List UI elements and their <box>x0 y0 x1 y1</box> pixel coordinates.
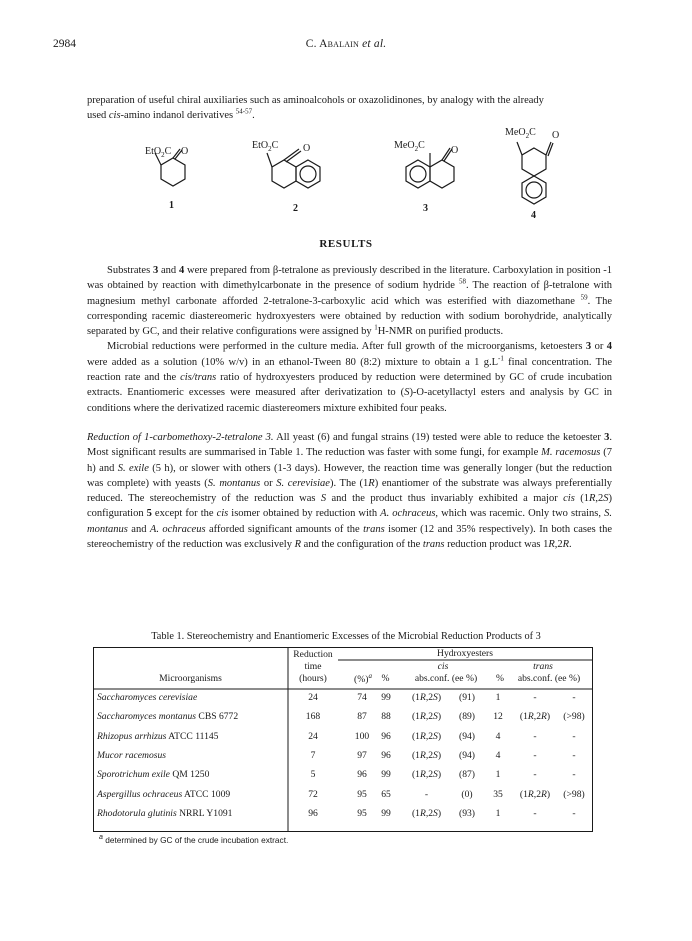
table-footnote: $^a$ determined by GC of the crude incubation extract. <box>99 834 289 845</box>
table-cell-cis-ee: (87) <box>459 769 475 781</box>
table-cell-cis-pct: 99 <box>381 769 391 781</box>
intro-line-2: used cis-amino indanol derivatives $^{54-57}$. <box>87 107 255 122</box>
table-cell-trans-pct: 4 <box>495 749 501 761</box>
table-cell-trans-conf: - <box>533 692 537 703</box>
table-cell-trans-pct: 12 <box>493 711 503 723</box>
table-cell-cis-ee: (89) <box>459 711 475 723</box>
table-cell-cis-ee: (0) <box>461 788 473 800</box>
header-trans-conf: abs.conf. (ee %) <box>517 673 581 684</box>
structure-2-label: 2 <box>293 203 298 214</box>
table-cell-total: 100 <box>354 730 370 742</box>
header-hydroxyesters: Hydroxyesters <box>437 648 493 659</box>
structure-3-label: 3 <box>423 203 428 214</box>
chemical-structures <box>87 118 612 233</box>
table-cell-cis-pct: 96 <box>381 749 391 761</box>
table-cell-total: 74 <box>357 692 367 703</box>
table-row-organism: Rhodotorula glutinis NRRL Y1091 <box>97 807 233 819</box>
structure-4-ring-a <box>522 148 546 176</box>
table-cell-cis-conf: (1R,2S) <box>411 730 442 742</box>
table-cell-cis-ee: (93) <box>459 807 475 819</box>
table-cell-trans-ee: - <box>572 692 576 703</box>
structure-4-label: 4 <box>531 210 536 221</box>
table-cell-total: 87 <box>357 711 367 723</box>
table-cell-cis-ee: (94) <box>459 749 475 761</box>
header-trans: trans <box>533 661 553 672</box>
table-cell-cis-conf: (1R,2S) <box>411 692 442 703</box>
table-cell-trans-conf: (1R,2R) <box>519 788 551 800</box>
running-title: C. Abalain et al. <box>305 38 387 50</box>
structure-1-ring <box>161 158 185 186</box>
table-cell-trans-conf: - <box>533 749 537 761</box>
table-cell-trans-conf: - <box>533 730 537 742</box>
table-cell-trans-ee: - <box>572 769 576 781</box>
header-total-percent: (%)$^a$ <box>354 671 372 685</box>
paragraph-reduction: Reduction of 1-carbomethoxy-2-tetralone 3. All yeast (6) and fungal strains (19) tested were able to reduce the ketoester 3. Most significant results are summarised in Table 1. The reduction was faster with some fungi, for example M. racemosus (7 h) and S. exile (5 h), or slower with others (1-3 days). However, the reaction time was generally longer (but the reduction was complete) with yeasts (S. montanus or S. cerevisiae). The (1R) enantiomer of the substrate was always preferentially reduced. The stereochemistry of the reduction was S and the product thus invariably exhibited a major cis (1R,2S) configuration 5 except for the cis isomer obtained by reduction with A. ochraceus, which was racemic. Only two strains, S. montanus and A. ochraceus afforded significant amounts of the trans isomer (12 and 35% respectively). In both cases the stereochemistry of the reduction was exclusively R and the configuration of the trans reduction product was 1R,2R. <box>87 431 612 551</box>
structures-drawing <box>87 118 612 233</box>
table-cell-total: 96 <box>357 769 367 781</box>
table-cell-cis-conf: - <box>424 788 429 800</box>
header-trans-percent: % <box>496 673 504 684</box>
table-cell-trans-pct: 35 <box>493 788 503 800</box>
header-cis-percent: % <box>381 673 390 684</box>
table-row-organism: Mucor racemosus <box>97 749 167 761</box>
structure-3-ring-b <box>430 160 454 188</box>
structure-2-aromatic-circle <box>300 166 316 182</box>
structure-2-ester: EtO$_2$C <box>252 140 279 153</box>
table-cell-trans-pct: 1 <box>495 807 501 819</box>
table-row-organism: Saccharomyces montanus CBS 6772 <box>97 711 239 723</box>
structure-2-ring-a <box>272 160 296 188</box>
table-cell-cis-pct: 99 <box>381 692 391 703</box>
table-cell-trans-ee: - <box>572 749 576 761</box>
header-cis-conf: abs.conf. (ee %) <box>414 673 478 684</box>
header-hours: (hours) <box>299 673 327 684</box>
table-cell-time: 24 <box>308 692 318 703</box>
table-row-organism: Aspergillus ochraceus ATCC 1009 <box>97 788 231 800</box>
table-cell-trans-conf: (1R,2R) <box>519 711 551 723</box>
structure-2-oxygen: O <box>303 143 311 154</box>
structure-3-aromatic-circle <box>410 166 426 182</box>
intro-line-1: preparation of useful chiral auxiliaries such as aminoalcohols or oxazolidinones, by analogy with the already <box>87 95 544 106</box>
results-heading: RESULTS <box>319 238 373 250</box>
header-time: time <box>304 661 322 672</box>
table-cell-total: 95 <box>357 807 367 819</box>
table-cell-trans-ee: - <box>572 807 576 819</box>
structure-1-label: 1 <box>169 200 174 211</box>
header-cis: cis <box>437 661 449 672</box>
header-reduction: Reduction <box>293 649 333 660</box>
table-cell-cis-conf: (1R,2S) <box>411 711 442 723</box>
table-cell-cis-ee: (94) <box>459 730 475 742</box>
structure-4-aromatic-circle <box>526 182 542 198</box>
table-cell-time: 168 <box>305 711 321 723</box>
table-row-organism: Rhizopus arrhizus ATCC 11145 <box>97 730 219 742</box>
structure-1-ester: EtO$_2$C <box>145 146 172 159</box>
table-cell-time: 5 <box>310 769 316 781</box>
structure-3-ester: MeO$_2$C <box>394 140 425 153</box>
page-number: 2984 <box>53 38 76 50</box>
table-cell-cis-pct: 99 <box>381 807 391 819</box>
table-cell-trans-pct: 1 <box>495 692 501 703</box>
header-microorganisms: Microorganisms <box>159 673 222 684</box>
table-row-organism: Saccharomyces cerevisiae <box>97 692 198 703</box>
table-cell-trans-ee: - <box>572 730 576 742</box>
table-row-organism: Sporotrichum exile QM 1250 <box>97 769 210 781</box>
structure-4-ester: MeO$_2$C <box>505 127 536 140</box>
structure-3-oxygen: O <box>451 145 459 156</box>
results-text <box>87 263 612 552</box>
table-cell-total: 95 <box>357 788 367 800</box>
table-cell-time: 7 <box>310 749 316 761</box>
structure-4-oxygen: O <box>552 130 560 141</box>
paragraph-substrates: Substrates 3 and 4 were prepared from β-tetralone as previously described in the literature. Carboxylation in position -1 was obtained by reaction with dimethylcarbonate in the presence of sodium hydride $^{58}$. The reaction of β-tetralone with magnesium methyl carbonate afforded 2-tetralone-3-carboxylic acid which was esterified with diazomethane $^{59}$. The corresponding racemic diastereomeric hydroxyesters were obtained by reduction with sodium borohydride, analytically separated by GC, and their relative configurations were assigned by $^1$H-NMR on purified products. <box>87 265 612 338</box>
table-cell-time: 24 <box>308 730 318 742</box>
table-cell-time: 96 <box>308 807 318 819</box>
table-cell-cis-ee: (91) <box>459 692 475 703</box>
table-cell-total: 97 <box>357 749 367 761</box>
table-cell-trans-pct: 4 <box>495 730 501 742</box>
table-cell-cis-conf: (1R,2S) <box>411 749 442 761</box>
table-cell-cis-conf: (1R,2S) <box>411 807 442 819</box>
table-cell-trans-conf: - <box>533 807 537 819</box>
table-cell-time: 72 <box>308 788 318 800</box>
table-cell-cis-conf: (1R,2S) <box>411 769 442 781</box>
table-cell-trans-ee: (>98) <box>563 788 585 800</box>
paragraph-microbial: Microbial reductions were performed in the culture media. After full growth of the microorganisms, ketoesters 3 or 4 were added as a solution (10% w/v) in an ethanol-Tween 80 (8:2) mixture to obtain a 1 $g.L^{-1}$ final concentration. The reaction rate and the cis/trans ratio of hydroxyesters produced by reduction were determined by GC of crude incubation extracts. Enantiomeric excesses were measured after derivatization to (S)-O-acetyllactyl esters and analysis by GC in conditions where the derivatized racemic diastereomers mixture exhibited four peaks. <box>87 341 613 414</box>
table-caption: Table 1. Stereochemistry and Enantiomeric Excesses of the Microbial Reduction Products of 3 <box>151 631 541 642</box>
table-cell-cis-pct: 88 <box>381 711 391 723</box>
table-cell-trans-ee: (>98) <box>563 711 585 723</box>
table-cell-cis-pct: 65 <box>381 788 391 800</box>
table-cell-trans-pct: 1 <box>495 769 501 781</box>
results-table <box>93 647 593 833</box>
table-cell-cis-pct: 96 <box>381 730 391 742</box>
paragraph-reduction-title: Reduction of 1-carbomethoxy-2-tetralone 3. <box>87 431 274 443</box>
table-cell-trans-conf: - <box>533 769 537 781</box>
structure-1-oxygen: O <box>181 146 189 157</box>
